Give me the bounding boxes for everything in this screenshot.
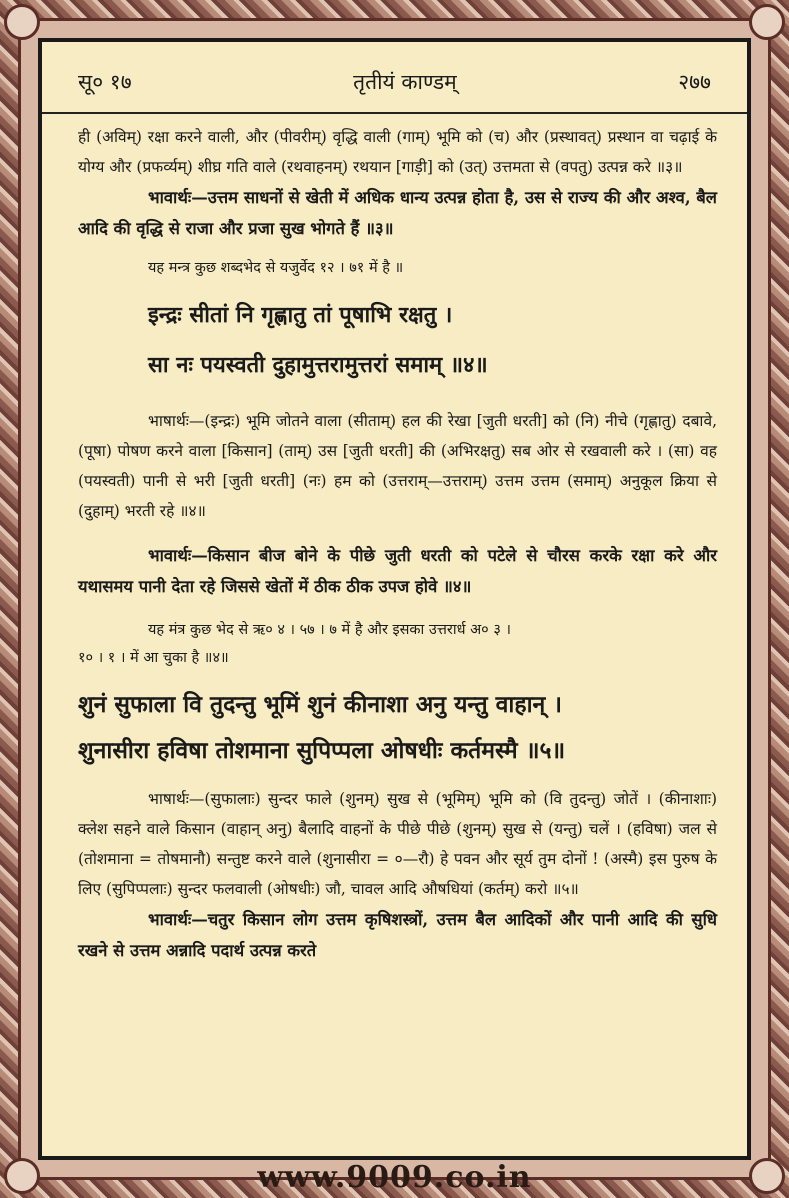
site-watermark: www.9009.co.in	[257, 1160, 532, 1195]
mantra-4-line-1: इन्द्रः सीतां नि गृह्णातु तां पूषाभि रक्षतु ।	[148, 302, 453, 328]
bhavarth-3: भावार्थः—उत्तम साधनों से खेती में अधिक धान्य उत्पन्न होता है, उस से राज्य की और अश्व, बैल आदि की वृद्धि से राजा और प्रजा सुख भोगते हैं ॥३॥	[78, 188, 717, 238]
bhashartha-5: भाषार्थः—(सुफालाः) सुन्दर फाले (शुनम्) सुख से (भूमिम्) भूमि को (वि तुदन्तु) जोतें । (कीनाशाः) क्लेश सहने वाले किसान (वाहान् अनु) बैलादि वाहनों के पीछे पीछे (शुनम्) सुख से (यन्तु) चलें । (हविषा) जल से (तोशमाना = तोषमानौ) सन्तुष्ट करने वाले (शुनासीरा = ०—रौ) हे पवन और सूर्य तुम दोनों ! (अस्मै) इस पुरुष के लिए (सुपिप्पलाः) सुन्दर फलवाली (ओषधीः) जौ, चावल आदि औषधियां (कर्तम्) करो ॥५॥	[78, 790, 717, 898]
reference-note-2	[78, 616, 717, 672]
page-header	[42, 42, 747, 114]
mantra-4-line-2: सा नः पयस्वती दुहामुत्तरामुत्तरां समाम् ॥४॥	[148, 352, 488, 378]
corner-ornament-tl	[4, 4, 40, 40]
reference-note-2-line-2: १० । १ । में आ चुका है ॥४॥	[78, 650, 229, 666]
mantra-5-block	[78, 682, 717, 774]
mantra-5-line-1: शुनं सुफाला वि तुदन्तु भूमिं शुनं कीनाशा अनु यन्तु वाहान् ।	[78, 691, 563, 718]
bhashartha-4: भाषार्थः—(इन्द्रः) भूमि जोतने वाला (सीताम्) हल की रेखा [जुती धरती] को (नि) नीचे (गृह्णातु) दबावे, (पूषा) पोषण करने वाला [किसान] (ताम्) उस [जुती धरती] की (अभिरक्षतु) सब ओर से रखवाली करे । (सा) वह (पयस्वती) पानी से भरी [जुती धरती] (नः) हम को (उत्तराम्—उत्तराम्) उत्तम उत्तम (समाम्) अनुकूल क्रिया से (दुहाम्) भरती रहे ॥४॥	[78, 412, 717, 520]
corner-ornament-tr	[749, 4, 785, 40]
book-page	[38, 38, 751, 1160]
page-number: २७७	[678, 70, 711, 94]
paragraph-continued: ही (अविम्) रक्षा करने वाली, और (पीवरीम्) वृद्धि वाली (गाम्) भूमि को (च) और (प्रस्थावत्) प्रस्थान वा चढ़ाई के योग्य और (प्रफर्व्यम्) शीघ्र गति वाले (रथवाहनम्) रथयान [गाड़ी] को (उत्) उत्तमता से (वपतु) उत्पन्न करे ॥३॥	[78, 128, 717, 176]
reference-note-2-line-1: यह मंत्र कुछ भेद से ऋ० ४ । ५७ । ७ में है और इसका उत्तरार्ध अ० ३ ।	[148, 622, 511, 638]
sutra-number: सू० १७	[78, 70, 132, 94]
mantra-5-line-2: शुनासीरा हविषा तोशमाना सुपिप्पला ओषधीः कर्तमस्मै ॥५॥	[78, 737, 566, 764]
page-content	[78, 122, 717, 1156]
reference-note-1: यह मन्त्र कुछ शब्दभेद से यजुर्वेद १२ । ७१ में है ॥	[148, 260, 404, 276]
kand-title: तृतीयं काण्डम्	[353, 70, 457, 94]
bhavarth-5: भावार्थः—चतुर किसान लोग उत्तम कृषिशस्त्रों, उत्तम बैल आदिकों और पानी आदि की सुधि रखने से उत्तम अन्नादि पदार्थ उत्पन्न करते	[78, 910, 717, 960]
bhavarth-4: भावार्थः—किसान बीज बोने के पीछे जुती धरती को पटेले से चौरस करके रक्षा करे और यथासमय पानी देता रहे जिससे खेतों में ठीक ठीक उपज होवे ॥४॥	[78, 546, 717, 596]
